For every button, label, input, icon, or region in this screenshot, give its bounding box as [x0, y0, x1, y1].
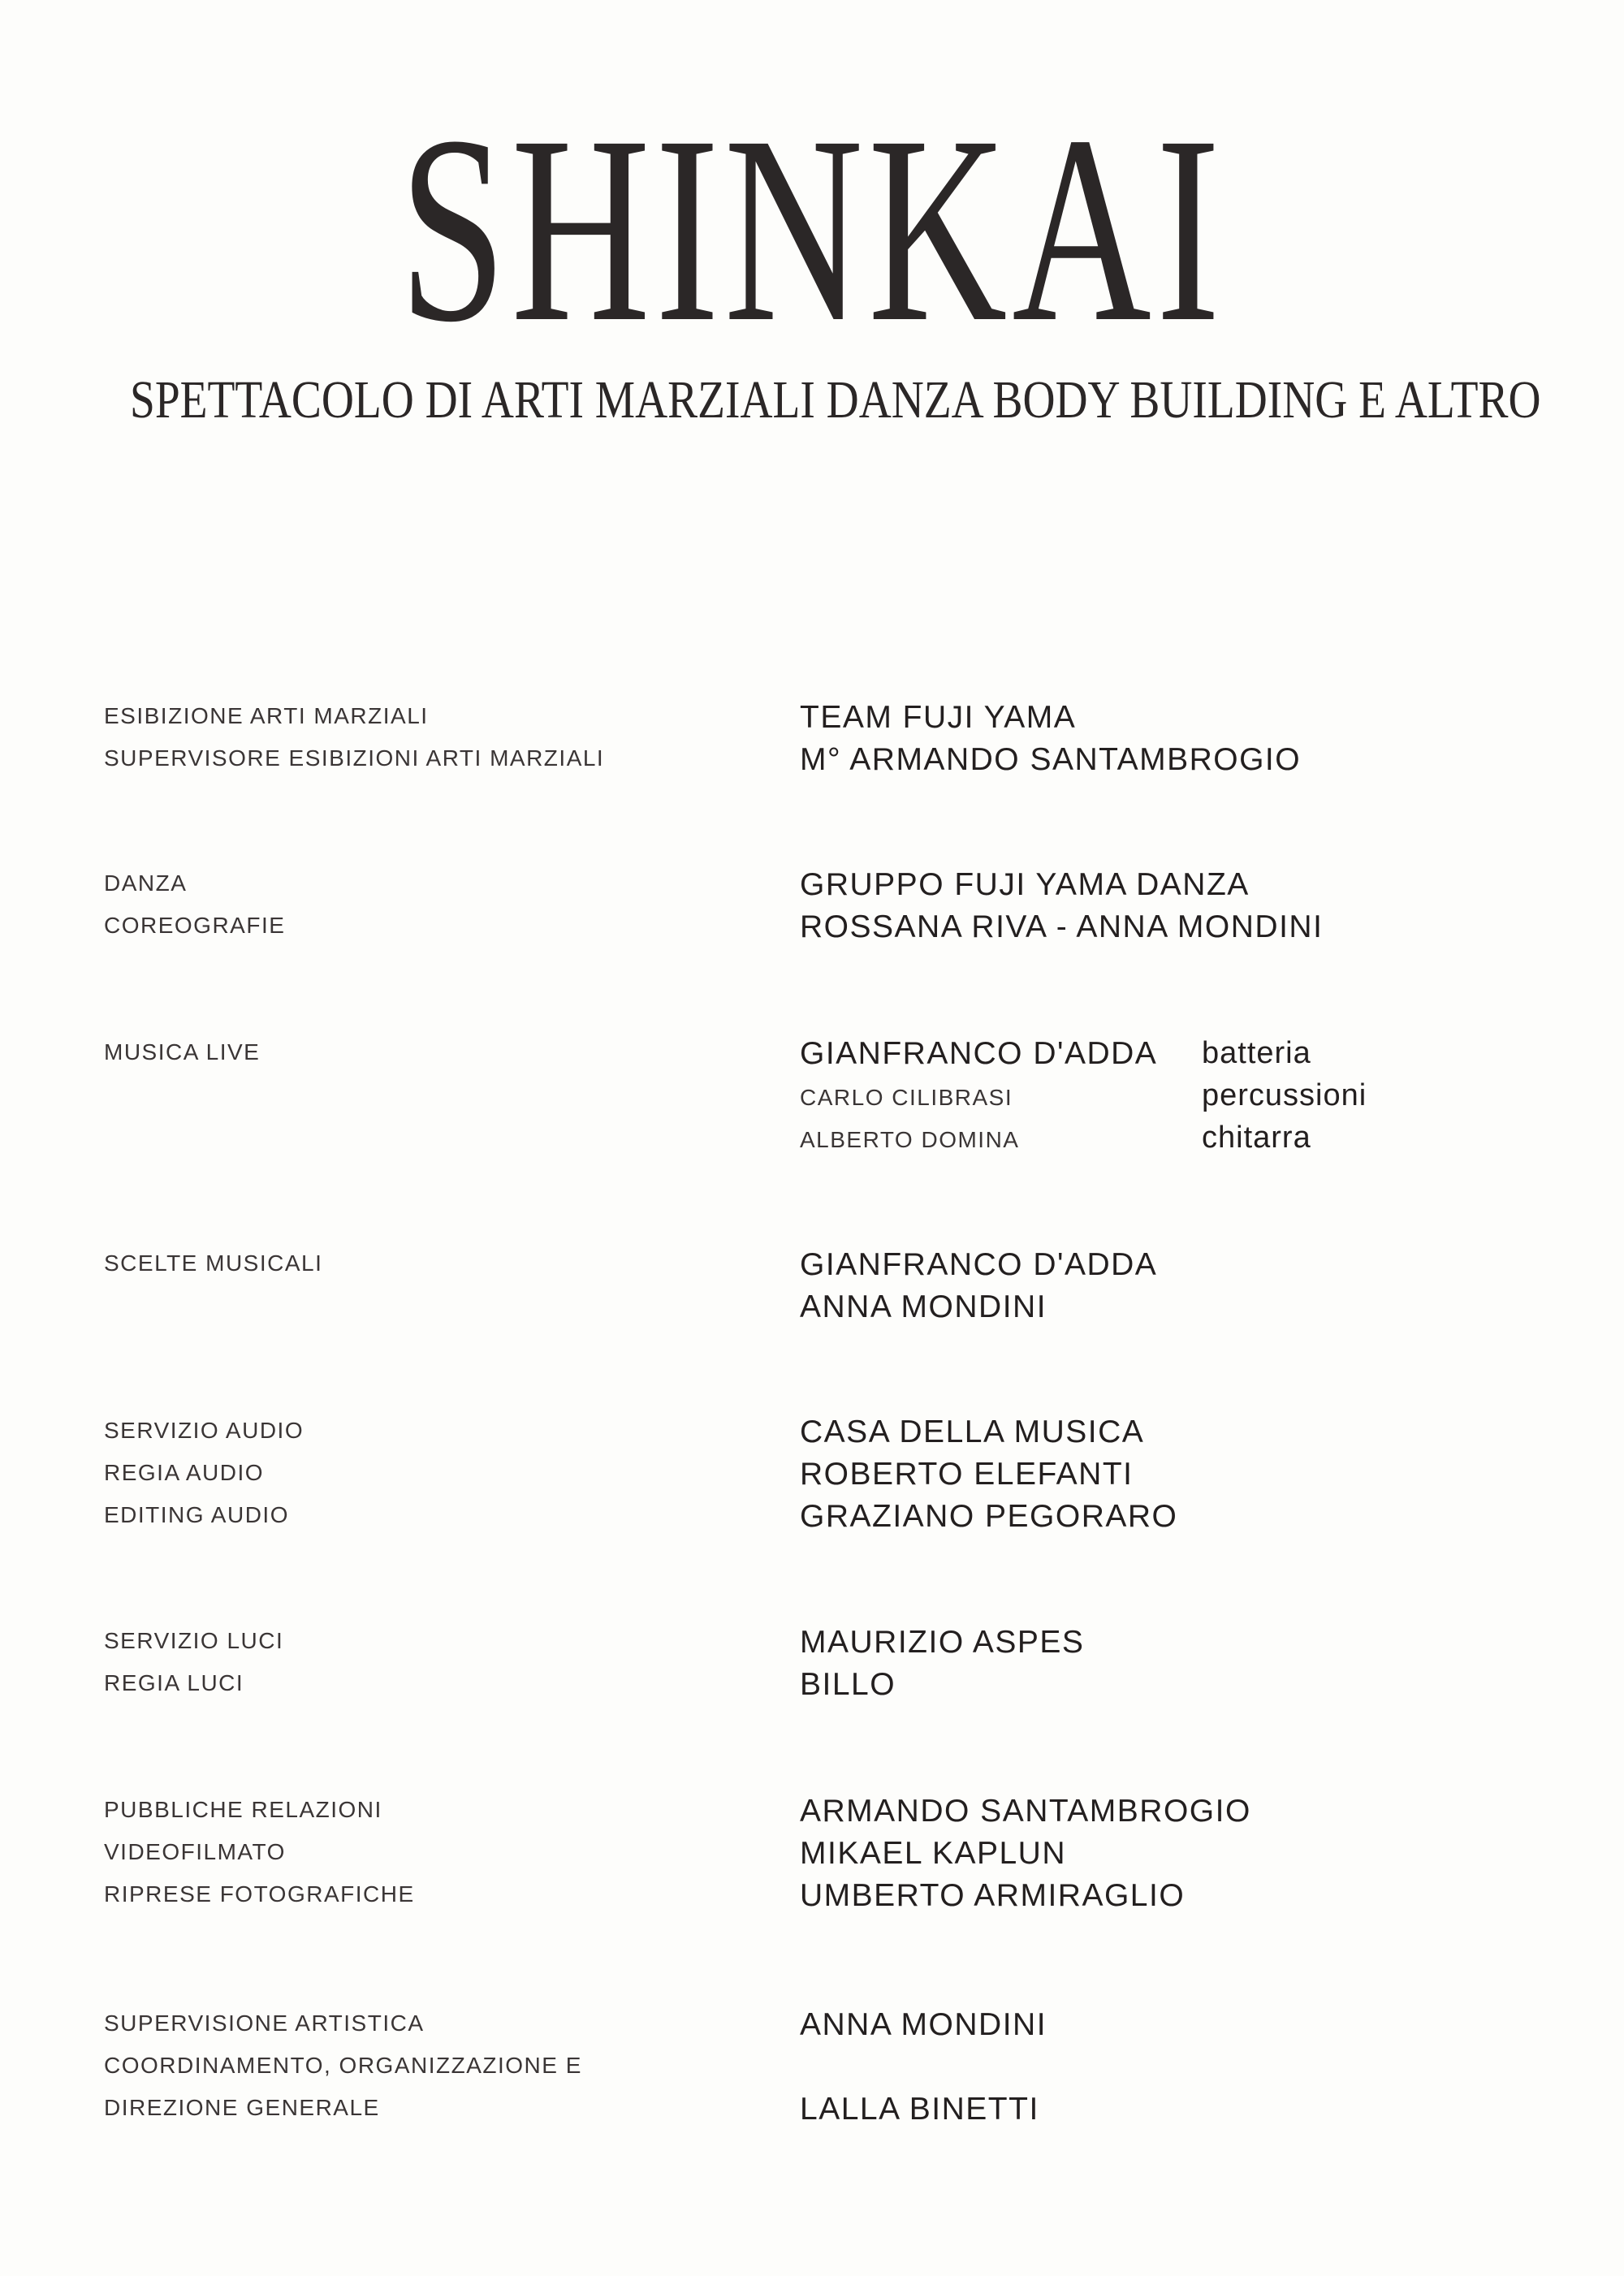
credit-role: ESIBIZIONE ARTI MARZIALI	[104, 703, 429, 728]
credit-role: EDITING AUDIO	[104, 1502, 289, 1527]
credit-name: LALLA BINETTI	[800, 2092, 1039, 2127]
credit-name: MIKAEL KAPLUN	[800, 1836, 1066, 1871]
musician-name: CARLO CILIBRASI	[800, 1085, 1013, 1110]
credit-role: COREOGRAFIE	[104, 913, 286, 938]
credit-role: DIREZIONE GENERALE	[104, 2095, 380, 2120]
credit-name: ANNA MONDINI	[800, 2007, 1047, 2042]
credit-name: M° ARMANDO SANTAMBROGIO	[800, 742, 1302, 777]
credit-role: REGIA AUDIO	[104, 1460, 264, 1485]
page-subtitle: SPETTACOLO DI ARTI MARZIALI DANZA BODY BUILDING E ALTRO	[130, 370, 1541, 430]
credit-role: RIPRESE FOTOGRAFICHE	[104, 1881, 415, 1907]
credit-role: DANZA	[104, 870, 188, 896]
credit-name: ARMANDO SANTAMBROGIO	[800, 1794, 1251, 1829]
credit-role: PUBBLICHE RELAZIONI	[104, 1797, 382, 1822]
musician-instrument: percussioni	[1202, 1078, 1367, 1112]
musician-name: ALBERTO DOMINA	[800, 1127, 1020, 1152]
musician-name: GIANFRANCO D'ADDA	[800, 1036, 1158, 1071]
credit-name: GRUPPO FUJI YAMA DANZA	[800, 867, 1250, 902]
credit-role: SUPERVISORE ESIBIZIONI ARTI MARZIALI	[104, 745, 605, 771]
credit-role: SERVIZIO LUCI	[104, 1628, 284, 1653]
credit-role: REGIA LUCI	[104, 1670, 244, 1695]
credit-name: ANNA MONDINI	[800, 1289, 1047, 1324]
credit-name: GRAZIANO PEGORARO	[800, 1499, 1178, 1534]
credit-name: BILLO	[800, 1667, 896, 1702]
credit-role: SERVIZIO AUDIO	[104, 1418, 304, 1443]
credit-role: MUSICA LIVE	[104, 1039, 261, 1065]
credit-role: SCELTE MUSICALI	[104, 1250, 323, 1276]
page-title: SHINKAI	[399, 81, 1225, 378]
credit-role: COORDINAMENTO, ORGANIZZAZIONE E	[104, 2053, 582, 2078]
credit-name: ROSSANA RIVA - ANNA MONDINI	[800, 909, 1324, 944]
credit-name: UMBERTO ARMIRAGLIO	[800, 1878, 1186, 1913]
credit-name: MAURIZIO ASPES	[800, 1625, 1085, 1660]
credit-name: ROBERTO ELEFANTI	[800, 1457, 1134, 1492]
credit-name: GIANFRANCO D'ADDA	[800, 1247, 1158, 1282]
credit-name: CASA DELLA MUSICA	[800, 1414, 1145, 1449]
musician-instrument: batteria	[1202, 1036, 1311, 1070]
credit-role: VIDEOFILMATO	[104, 1839, 286, 1864]
credit-name: TEAM FUJI YAMA	[800, 700, 1077, 735]
musician-instrument: chitarra	[1202, 1121, 1311, 1155]
credit-role: SUPERVISIONE ARTISTICA	[104, 2010, 425, 2036]
